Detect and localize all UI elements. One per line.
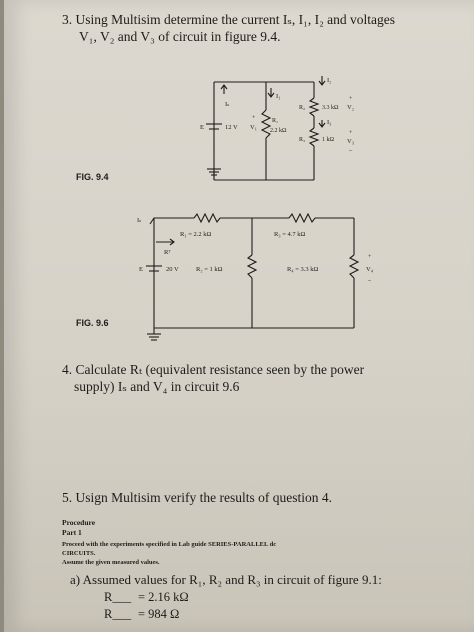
fig94-i2-label: I₂ (327, 77, 332, 84)
procedure-line-2: CIRCUITS. (62, 550, 96, 557)
fig94-v1-plus: + (252, 115, 256, 121)
figure-9-6-circuit (4, 200, 474, 350)
fig96-r3-text: R₃ = 4.7 kΩ (274, 231, 306, 238)
fig94-v2-plus: + (349, 96, 353, 102)
question-5-line-1: 5. Usign Multisim verify the results of question 4. (62, 490, 332, 505)
r-row-1-value: = 2.16 kΩ (138, 590, 189, 604)
fig94-v1-label: V₁ (250, 124, 257, 131)
fig94-r2-value: 3.3 kΩ (322, 105, 339, 111)
question-3-line-2: V₁, V₂ and V₃ of circuit in figure 9.4. (79, 29, 281, 44)
procedure-part: Part 1 (62, 528, 82, 537)
procedure-item-a: a) Assumed values for R₁, R₂ and R₃ in circuit of figure 9.1: (70, 572, 382, 587)
fig94-source-value: 12 V (225, 124, 238, 131)
fig94-r2-label: R₂ (299, 105, 306, 111)
fig96-v4-label: V₄ (366, 266, 373, 273)
fig94-is-label: Iₛ (225, 101, 230, 108)
fig96-r2-text: R₂ = 1 kΩ (196, 266, 223, 273)
r-row-2-label: R___ (104, 607, 132, 621)
fig94-r3-label: R₃ (299, 137, 306, 143)
fig96-r4-text: R₄ = 3.3 kΩ (287, 266, 319, 273)
fig96-rt-label: Rᵀ (164, 249, 171, 256)
fig94-i3-label: I₃ (327, 119, 332, 126)
figure-9-6-label: FIG. 9.6 (76, 318, 109, 328)
question-3-line-1: 3. Using Multisim determine the current Iₛ, I₁, I₂ and voltages (62, 12, 396, 27)
fig94-i1-label: I₁ (276, 93, 281, 100)
fig96-r1-text: R₁ = 2.2 kΩ (180, 231, 212, 238)
worksheet-page (4, 0, 474, 632)
fig94-source-label: E (200, 124, 204, 131)
fig94-v3-minus: – (349, 148, 352, 154)
fig94-r3-value: 1 kΩ (322, 137, 334, 143)
fig94-r1-label: R₁ (272, 118, 279, 124)
fig96-is-label: Iₛ (137, 217, 142, 224)
fig94-v3-plus: + (349, 130, 353, 136)
fig94-v3-label: V₃ (347, 138, 354, 145)
question-4-line-2: supply) Iₛ and V₄ in circuit 9.6 (74, 379, 240, 394)
figure-9-4-label: FIG. 9.4 (76, 172, 109, 182)
fig94-r1-value: 2.2 kΩ (270, 128, 287, 134)
fig96-v4-minus: – (368, 278, 371, 284)
fig96-source-value: 20 V (166, 266, 179, 273)
procedure-title: Procedure (62, 518, 96, 527)
fig96-v4-plus: + (368, 254, 372, 260)
question-4-line-1: 4. Calculate Rₜ (equivalent resistance seen by the power (62, 362, 365, 377)
r-row-2-value: = 984 Ω (138, 607, 180, 621)
procedure-line-3: Assume the given measured values. (62, 559, 160, 566)
fig96-source-label: E (139, 266, 143, 273)
r-row-1-label: R___ (104, 590, 132, 604)
fig94-v2-label: V₂ (347, 104, 354, 111)
procedure-line-1: Proceed with the experiments specified in Lab guide SERIES-PARALLEL dc (62, 541, 277, 548)
